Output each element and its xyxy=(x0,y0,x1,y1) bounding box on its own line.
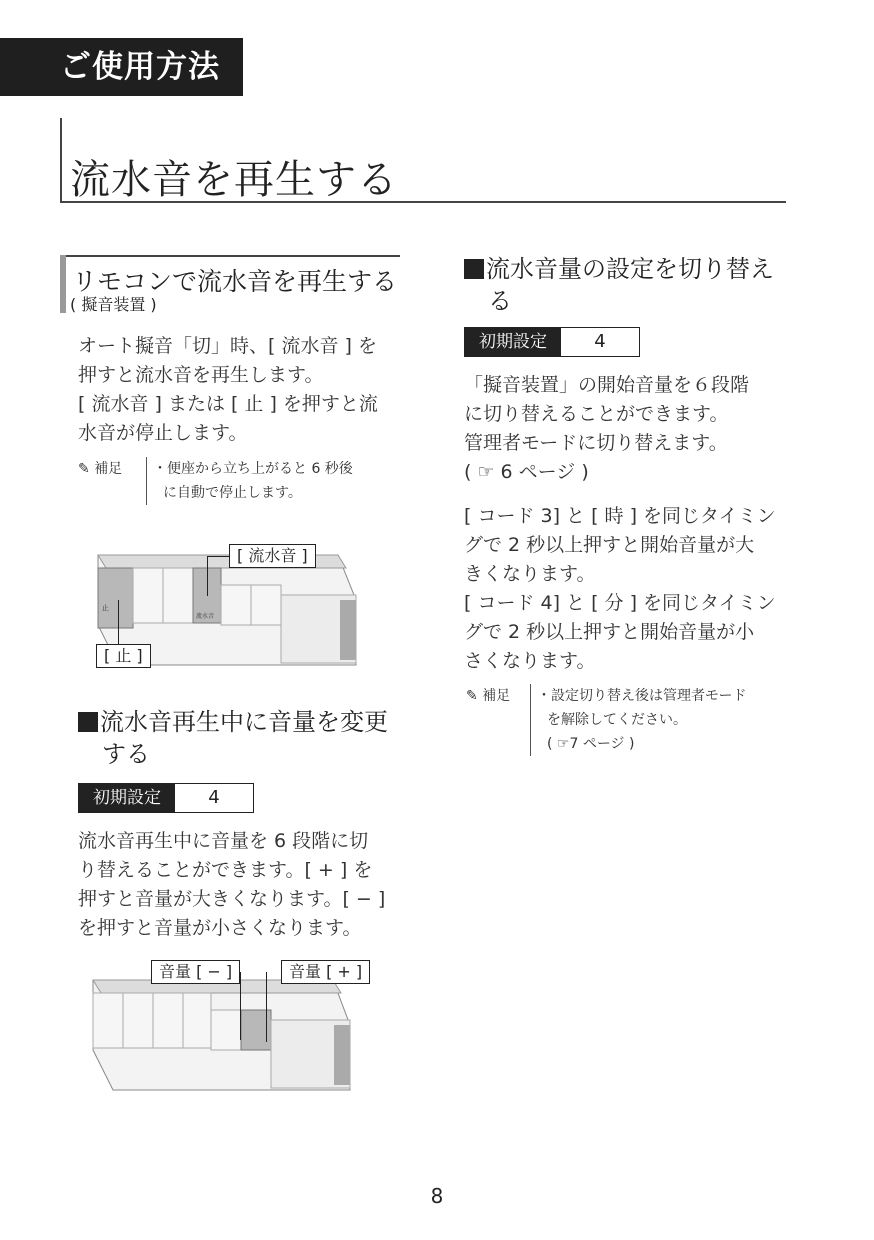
section2-body xyxy=(78,827,408,943)
stop-button[interactable] xyxy=(98,568,133,628)
body-line: 押すと流水音を再生します。 xyxy=(78,364,324,386)
note-text xyxy=(531,684,746,756)
body-line: 管理者モードに切り替えます。 xyxy=(464,432,728,454)
initial-setting-value: 4 xyxy=(208,787,220,808)
callout-line xyxy=(207,556,208,596)
note-line: ( ☞7 ページ ) xyxy=(547,736,635,752)
note-line: ・設定切り替え後は管理者モード xyxy=(537,688,747,704)
right-title-line: る xyxy=(488,287,512,315)
callout-line xyxy=(207,556,229,557)
header-bar xyxy=(0,38,243,96)
note-head xyxy=(466,684,530,756)
body-line: [ コード 3] と [ 時 ] を同じタイミン xyxy=(464,505,776,527)
right-body-1 xyxy=(464,371,794,487)
svg-text:止: 止 xyxy=(102,604,109,612)
note-line: ・便座から立ち上がると 6 秒後 xyxy=(153,461,353,477)
initial-setting-label: 初期設定 xyxy=(465,328,561,356)
page-title: 流水音を再生する xyxy=(70,157,398,203)
body-line: グで 2 秒以上押すと開始音量が小 xyxy=(464,621,755,643)
note-line: に自動で停止します。 xyxy=(163,485,302,501)
body-line: [ 流水音 ] または [ 止 ] を押すと流 xyxy=(78,393,378,415)
initial-setting-label: 初期設定 xyxy=(79,784,175,812)
body-line: さくなります。 xyxy=(464,650,596,672)
right-title-line: 流水音量の設定を切り替え xyxy=(486,255,774,283)
title-rule-vertical xyxy=(60,118,62,202)
right-initial-setting xyxy=(464,327,640,357)
body-line: を押すと音量が小さくなります。 xyxy=(78,917,362,939)
right-body-2 xyxy=(464,502,794,676)
callout-line xyxy=(118,600,119,644)
square-bullet-icon xyxy=(464,259,484,279)
page-number: 8 xyxy=(430,1184,444,1208)
callout-stop-button: [ 止 ] xyxy=(96,644,151,668)
body-line: に切り替えることができます。 xyxy=(464,403,729,425)
body-line: 「擬音装置」の開始音量を６段階 xyxy=(464,374,750,396)
body-line: [ コード 4] と [ 分 ] を同じタイミン xyxy=(464,592,776,614)
body-line: 押すと音量が大きくなります。[ − ] xyxy=(78,888,386,910)
section1-title: リモコンで流水音を再生する xyxy=(72,267,398,296)
section2-title-line: 流水音再生中に音量を変更 xyxy=(100,708,388,736)
initial-setting-value: 4 xyxy=(594,331,606,352)
body-line: きくなります。 xyxy=(464,563,596,585)
callout-line xyxy=(266,972,267,1042)
header-label: ご使用方法 xyxy=(60,49,220,85)
square-bullet-icon xyxy=(78,712,98,732)
note-head xyxy=(78,457,146,505)
pencil-icon: ✎ xyxy=(78,461,90,477)
section1-bar xyxy=(60,255,66,313)
section2-title-line: する xyxy=(102,740,150,768)
note-label: 補足 xyxy=(482,688,511,704)
remote-illustration-2 xyxy=(88,965,358,1100)
section2-title xyxy=(78,706,408,770)
pencil-icon: ✎ xyxy=(466,688,478,704)
body-line: グで 2 秒以上押すと開始音量が大 xyxy=(464,534,755,556)
section1-rule xyxy=(60,255,400,257)
note-label: 補足 xyxy=(94,461,123,477)
right-section-title xyxy=(464,253,794,317)
body-line: オート擬音「切」時、[ 流水音 ] を xyxy=(78,335,377,357)
callout-volume-plus: 音量 [ + ] xyxy=(281,960,370,984)
section1-body xyxy=(78,332,408,448)
body-line: 流水音再生中に音量を 6 段階に切 xyxy=(78,830,369,852)
body-line: り替えることができます。[ + ] を xyxy=(78,859,373,881)
note-line: を解除してください。 xyxy=(547,712,687,728)
callout-sound-button: [ 流水音 ] xyxy=(229,544,316,568)
section2-initial-setting xyxy=(78,783,254,813)
section1-note xyxy=(78,457,398,505)
section1-subtitle: ( 擬音装置 ) xyxy=(70,295,157,314)
note-text xyxy=(147,457,353,505)
svg-text:流水音: 流水音 xyxy=(196,613,215,620)
callout-volume-minus: 音量 [ − ] xyxy=(151,960,240,984)
body-line: ( ☞ 6 ページ ) xyxy=(464,461,589,483)
right-note xyxy=(466,684,796,756)
body-line: 水音が停止します。 xyxy=(78,422,248,444)
